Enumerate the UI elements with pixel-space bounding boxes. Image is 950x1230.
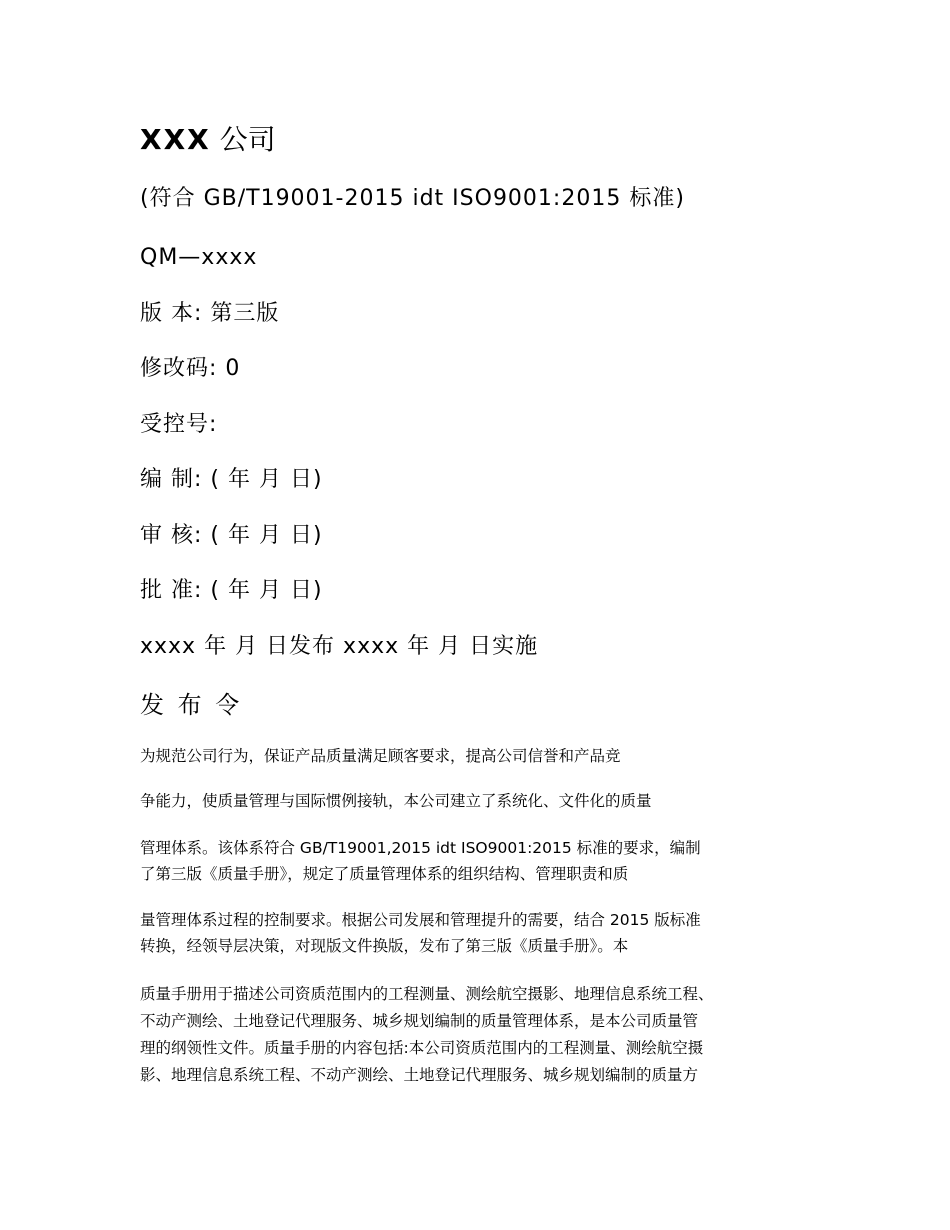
order-line-10: 影、地理信息系统工程、不动产测绘、土地登记代理服务、城乡规划编制的质量方 [140,1066,699,1084]
order-line-8: 不动产测绘、土地登记代理服务、城乡规划编制的质量管理体系，是本公司质量管 [140,1012,699,1030]
company-name: XXX 公司 [140,123,276,156]
order-line-2: 争能力，使质量管理与国际惯例接轨，本公司建立了系统化、文件化的质量 [140,792,652,810]
revision-line: 修改码: 0 [140,356,241,381]
approved-line: 批 准: ( 年 月 日) [140,578,323,603]
document-number: QM—xxxx [140,245,258,270]
order-line-3: 管理体系。该体系符合 GB/T19001,2015 idt ISO9001:2015 标准的要求，编制 [140,839,701,857]
compiled-line: 编 制: ( 年 月 日) [140,467,323,492]
order-line-6: 转换，经领导层决策，对现版文件换版，发布了第三版《质量手册》。本 [140,937,629,955]
order-line-5: 量管理体系过程的控制要求。根据公司发展和管理提升的需要，结合 2015 版标准 [140,911,701,929]
control-number-line: 受控号: [140,412,218,437]
version-line: 版 本: 第三版 [140,301,280,326]
order-line-4: 了第三版《质量手册》，规定了质量管理体系的组织结构、管理职责和质 [140,865,629,883]
company-title [140,123,276,156]
order-line-7: 质量手册用于描述公司资质范围内的工程测量、测绘航空摄影、地理信息系统工程、 [140,985,714,1003]
reviewed-line: 审 核: ( 年 月 日) [140,523,323,548]
standard-line: (符合 GB/T19001-2015 idt ISO9001:2015 标准) [140,186,685,211]
order-line-9: 理的纲领性文件。质量手册的内容包括:本公司资质范围内的工程测量、测绘航空摄 [140,1039,704,1057]
release-dates-line: xxxx 年 月 日发布 xxxx 年 月 日实施 [140,634,539,659]
order-line-1: 为规范公司行为，保证产品质量满足顾客要求，提高公司信誉和产品竞 [140,747,621,765]
release-order-heading: 发 布 令 [140,691,243,719]
